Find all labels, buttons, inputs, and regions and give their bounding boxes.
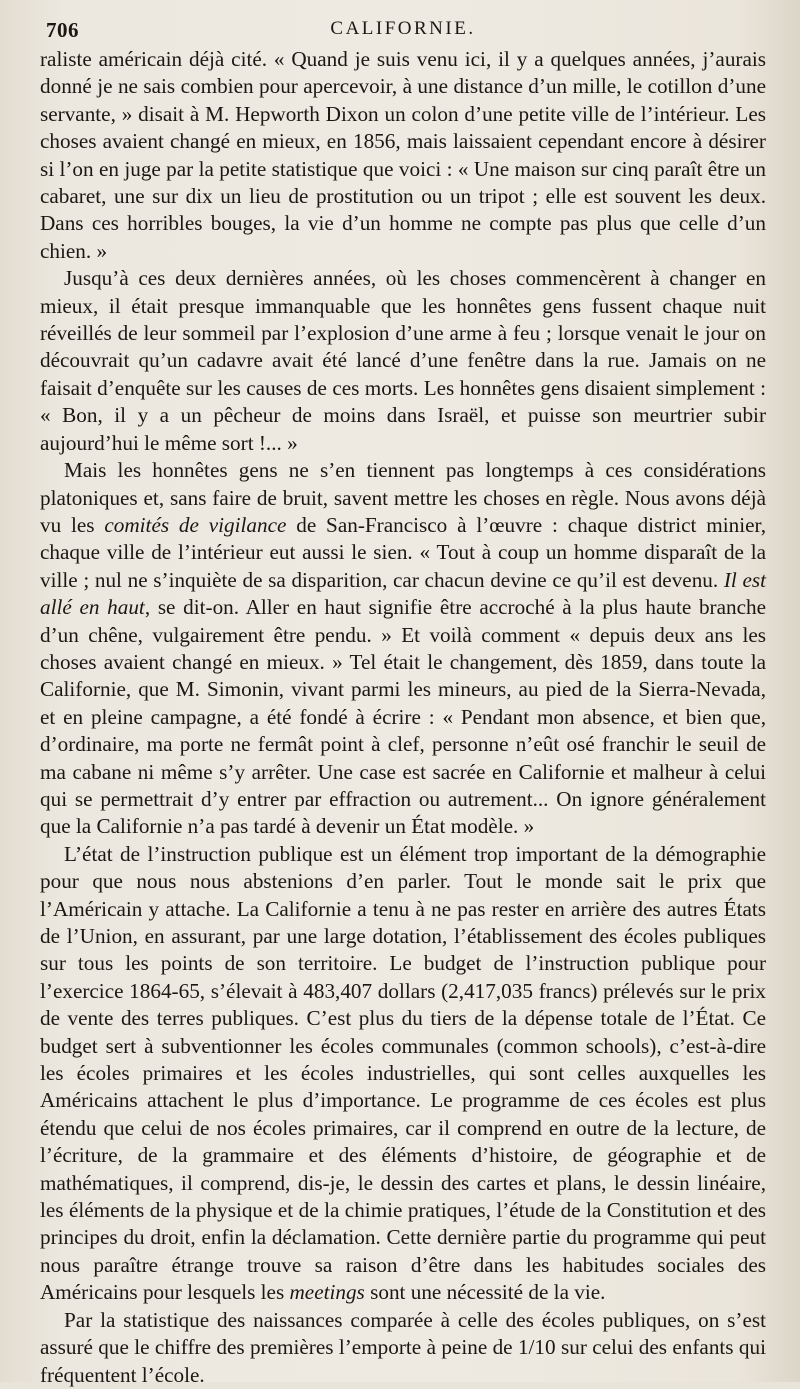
paragraph [40,1307,766,1389]
text-run: sont une nécessité de la vie. [364,1280,606,1305]
italic-phrase: Il est allé en haut [40,567,766,620]
paragraph [40,457,766,841]
paragraph [40,46,766,265]
page-header [40,16,766,46]
running-title: CALIFORNIE. [330,18,476,39]
text-run: de San-Francisco à l’œuvre : chaque district minier, chaque ville de l’intérieur eut aussi le sien. « Tout à coup un homme disparaît de la ville ; nul ne s’inquiète de sa disparition, car chacun devine ce qu’il est devenu. [40,512,766,592]
text-run: Mais les honnêtes gens ne s’en tiennent pas longtemps à ces considérations platoniques et, sans faire de bruit, savent mettre les choses en règle. Nous avons déjà vu les [40,458,766,537]
text-run: L’état de l’instruction publique est un élément trop important de la démographie pour que nous nous abstenions d’en parler. Tout le monde sait le prix que l’Américain y attache. La Californie a tenu à ne pas rester en arrière des autres États de l’Union, en assurant, par une large dotation, l’établissement des écoles publiques sur tous les points de son territoire. Le budget de l’instruction publique pour l’exercice 1864-65, s’élevait à 483,407 dollars (2,417,035 francs) prélevés sur le prix de vente des terres publiques. C’est plus du tiers de la dépense totale de l’État. Ce budget sert à subventionner les écoles communales (common schools), c’est-à-dire les écoles primaires et les écoles industrielles, qui sont celles auxquelles les Américains attachent le plus d’importance. Le programme de ces écoles est plus étendu que celui de nos écoles primaires, car il comprend en outre de la lecture, de l’écriture, de la grammaire et des éléments d’histoire, de géographie et de mathématiques, il comprend, dis-je, le dessin des cartes et plans, le dessin linéaire, les éléments de la physique et de la chimie pratiques, l’étude de la Constitution et des principes du droit, enfin la déclamation. Cette dernière partie du programme qui peut nous paraître étrange trouve sa raison d’être dans les habitudes sociales des Américains pour lesquels les [40,841,766,1305]
body-text [40,46,766,1389]
page-number: 706 [46,18,79,42]
text-run: Par la statistique des naissances comparée à celle des écoles publiques, on s’est assuré que le chiffre des premières l’emporte à peine de 1/10 sur celui des enfants qui fréquentent l’école. [40,1307,766,1387]
italic-phrase: comités de vigilance [104,512,287,537]
text-run: , se dit-on. Aller en haut signifie être accroché à la plus haute branche d’un chêne, vulgairement être pendu. » Et voilà comment « depuis deux ans les choses avaient changé en mieux. » Tel était le changement, dès 1859, dans toute la Californie, que M. Simonin, vivant parmi les mineurs, au pied de la Sierra-Nevada, et en pleine campagne, a été fondé à écrire : « Pendant mon absence, et bien que, d’ordinaire, ma porte ne fermât point à clef, personne n’eût osé franchir le seuil de ma cabane ni même s’y arrêter. Une case est sacrée en Californie et malheur à celui qui se permettrait d’y entrer par effraction ou autrement... On ignore généralement que la Californie n’a pas tardé à devenir un État modèle. » [40,595,766,839]
text-run: raliste américain déjà cité. « Quand je suis venu ici, il y a quelques années, j’aurais donné je ne sais combien pour apercevoir, à une distance d’un mille, le cotillon d’une servante, » disait à M. Hepworth Dixon un colon d’une petite ville de l’intérieur. Les choses avaient changé en mieux, en 1856, mais laissaient cependant encore à désirer si l’on en juge par la petite statistique que voici : « Une maison sur cinq paraît être un cabaret, une sur dix un lieu de prostitution ou un tripot ; elle est souvent les deux. Dans ces horribles bouges, la vie d’un homme ne compte pas plus que celle d’un chien. » [40,47,766,263]
paragraph [40,265,766,457]
text-run: Jusqu’à ces deux dernières années, où les choses commencèrent à changer en mieux, il était presque immanquable que les honnêtes gens fussent chaque nuit réveillés de leur sommeil par l’explosion d’une arme à feu ; lorsque venait le jour on découvrait qu’un cadavre avait été lancé d’une fenêtre dans la rue. Jamais on ne faisait d’enquête sur les causes de ces morts. Les honnêtes gens disaient simplement : « Bon, il y a un pêcheur de moins dans Israël, et puisse son meurtrier subir aujourd’hui le même sort !... » [40,266,766,455]
italic-phrase: meetings [289,1280,365,1305]
paragraph [40,841,766,1307]
